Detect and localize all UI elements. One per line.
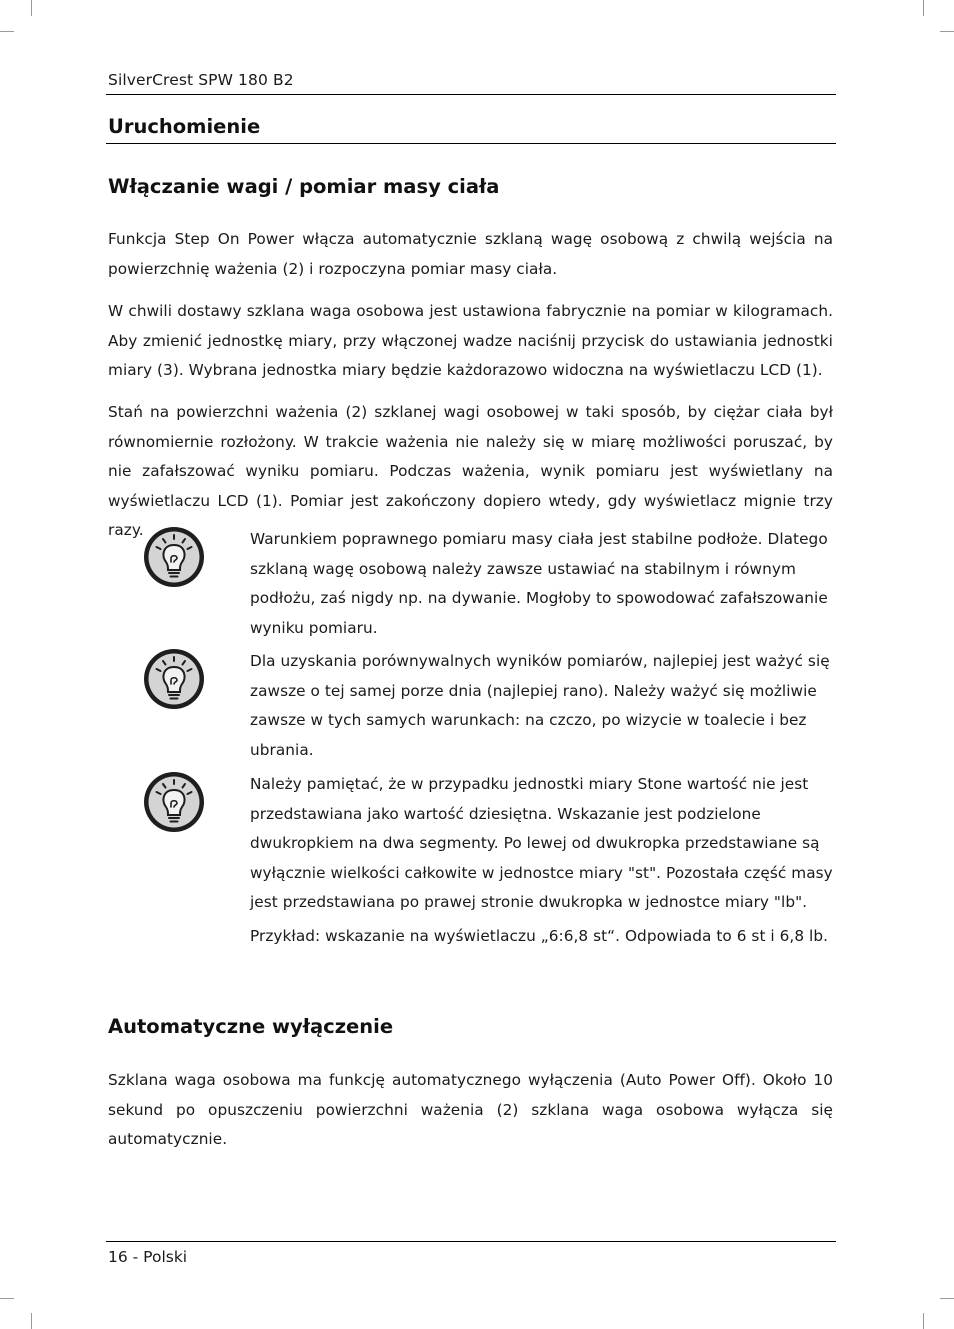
crop-mark [0, 1298, 14, 1299]
tip-text: Należy pamiętać, że w przypadku jednostki miary Stone wartość nie jest przedstawiana jako wartość dziesiętna. Wskazanie jest podzielone dwukropkiem na dwa segmenty. Po lewej od dwukropka przedstawiane są wyłącznie wielkości całkowite w jednostce miary "st". Pozostała część masy jest przedstawiana po prawej stronie dwukropka w jednostce miary "lb". [250, 775, 833, 912]
lightbulb-icon [142, 770, 206, 834]
crop-mark [31, 0, 32, 16]
crop-mark [940, 31, 954, 32]
paragraph: Szklana waga osobowa ma funkcję automatycznego wyłączenia (Auto Power Off). Około 10 sekund po opuszczeniu powierzchni ważenia (2) szklana waga osobowa wyłącza się automatycznie. [108, 1071, 833, 1149]
crop-mark [923, 1313, 924, 1329]
lightbulb-icon [142, 647, 206, 711]
paragraph: W chwili dostawy szklana waga osobowa jest ustawiona fabrycznie na pomiar w kilogramach. Aby zmienić jednostkę miary, przy włączonej wadze naciśnij przycisk do ustawiania jednostki miary (3). Wybrana jednostka miary będzie każdorazowo widoczna na wyświetlaczu LCD (1). [108, 302, 833, 380]
crop-mark [31, 1313, 32, 1329]
tip-text: Warunkiem poprawnego pomiaru masy ciała jest stabilne podłoże. Dlatego szklaną wagę osobową należy zawsze ustawiać na stabilnym i równym podłożu, zaś nigdy np. na dywanie. Mogłoby to spowodować zafałszowanie wyniku pomiaru. [250, 530, 828, 637]
tip-text: Dla uzyskania porównywalnych wyników pomiarów, najlepiej jest ważyć się zawsze o tej samej porze dnia (najlepiej rano). Należy ważyć się możliwie zawsze w tych samych warunkach: na czczo, po wizycie w toalecie i bez ubrania. [250, 652, 830, 759]
page-number: 16 - Polski [108, 1248, 188, 1266]
section-rule [106, 143, 836, 144]
subsection-title: Włączanie wagi / pomiar masy ciała [108, 175, 500, 198]
footer-rule [106, 1241, 836, 1242]
running-header: SilverCrest SPW 180 B2 [108, 71, 294, 89]
crop-mark [923, 0, 924, 16]
subsection-title: Automatyczne wyłączenie [108, 1015, 394, 1038]
paragraph: Funkcja Step On Power włącza automatycznie szklaną wagę osobową z chwilą wejścia na powierzchnię ważenia (2) i rozpoczyna pomiar masy ciała. [108, 230, 833, 278]
tip-example: Przykład: wskazanie na wyświetlaczu „6:6,8 st“. Odpowiada to 6 st i 6,8 lb. [250, 927, 828, 945]
crop-mark [0, 31, 14, 32]
crop-mark [940, 1298, 954, 1299]
section-title: Uruchomienie [108, 115, 261, 138]
lightbulb-icon [142, 525, 206, 589]
header-rule [106, 94, 836, 95]
paragraph: Stań na powierzchni ważenia (2) szklanej wagi osobowej w taki sposób, by ciężar ciała był równomiernie rozłożony. W trakcie ważenia nie należy się w miarę możliwości poruszać, by nie zafałszować wyniku pomiaru. Podczas ważenia, wynik pomiaru jest wyświetlany na wyświetlaczu LCD (1). Pomiar jest zakończony dopiero wtedy, gdy wyświetlacz mignie trzy razy. [108, 403, 833, 540]
